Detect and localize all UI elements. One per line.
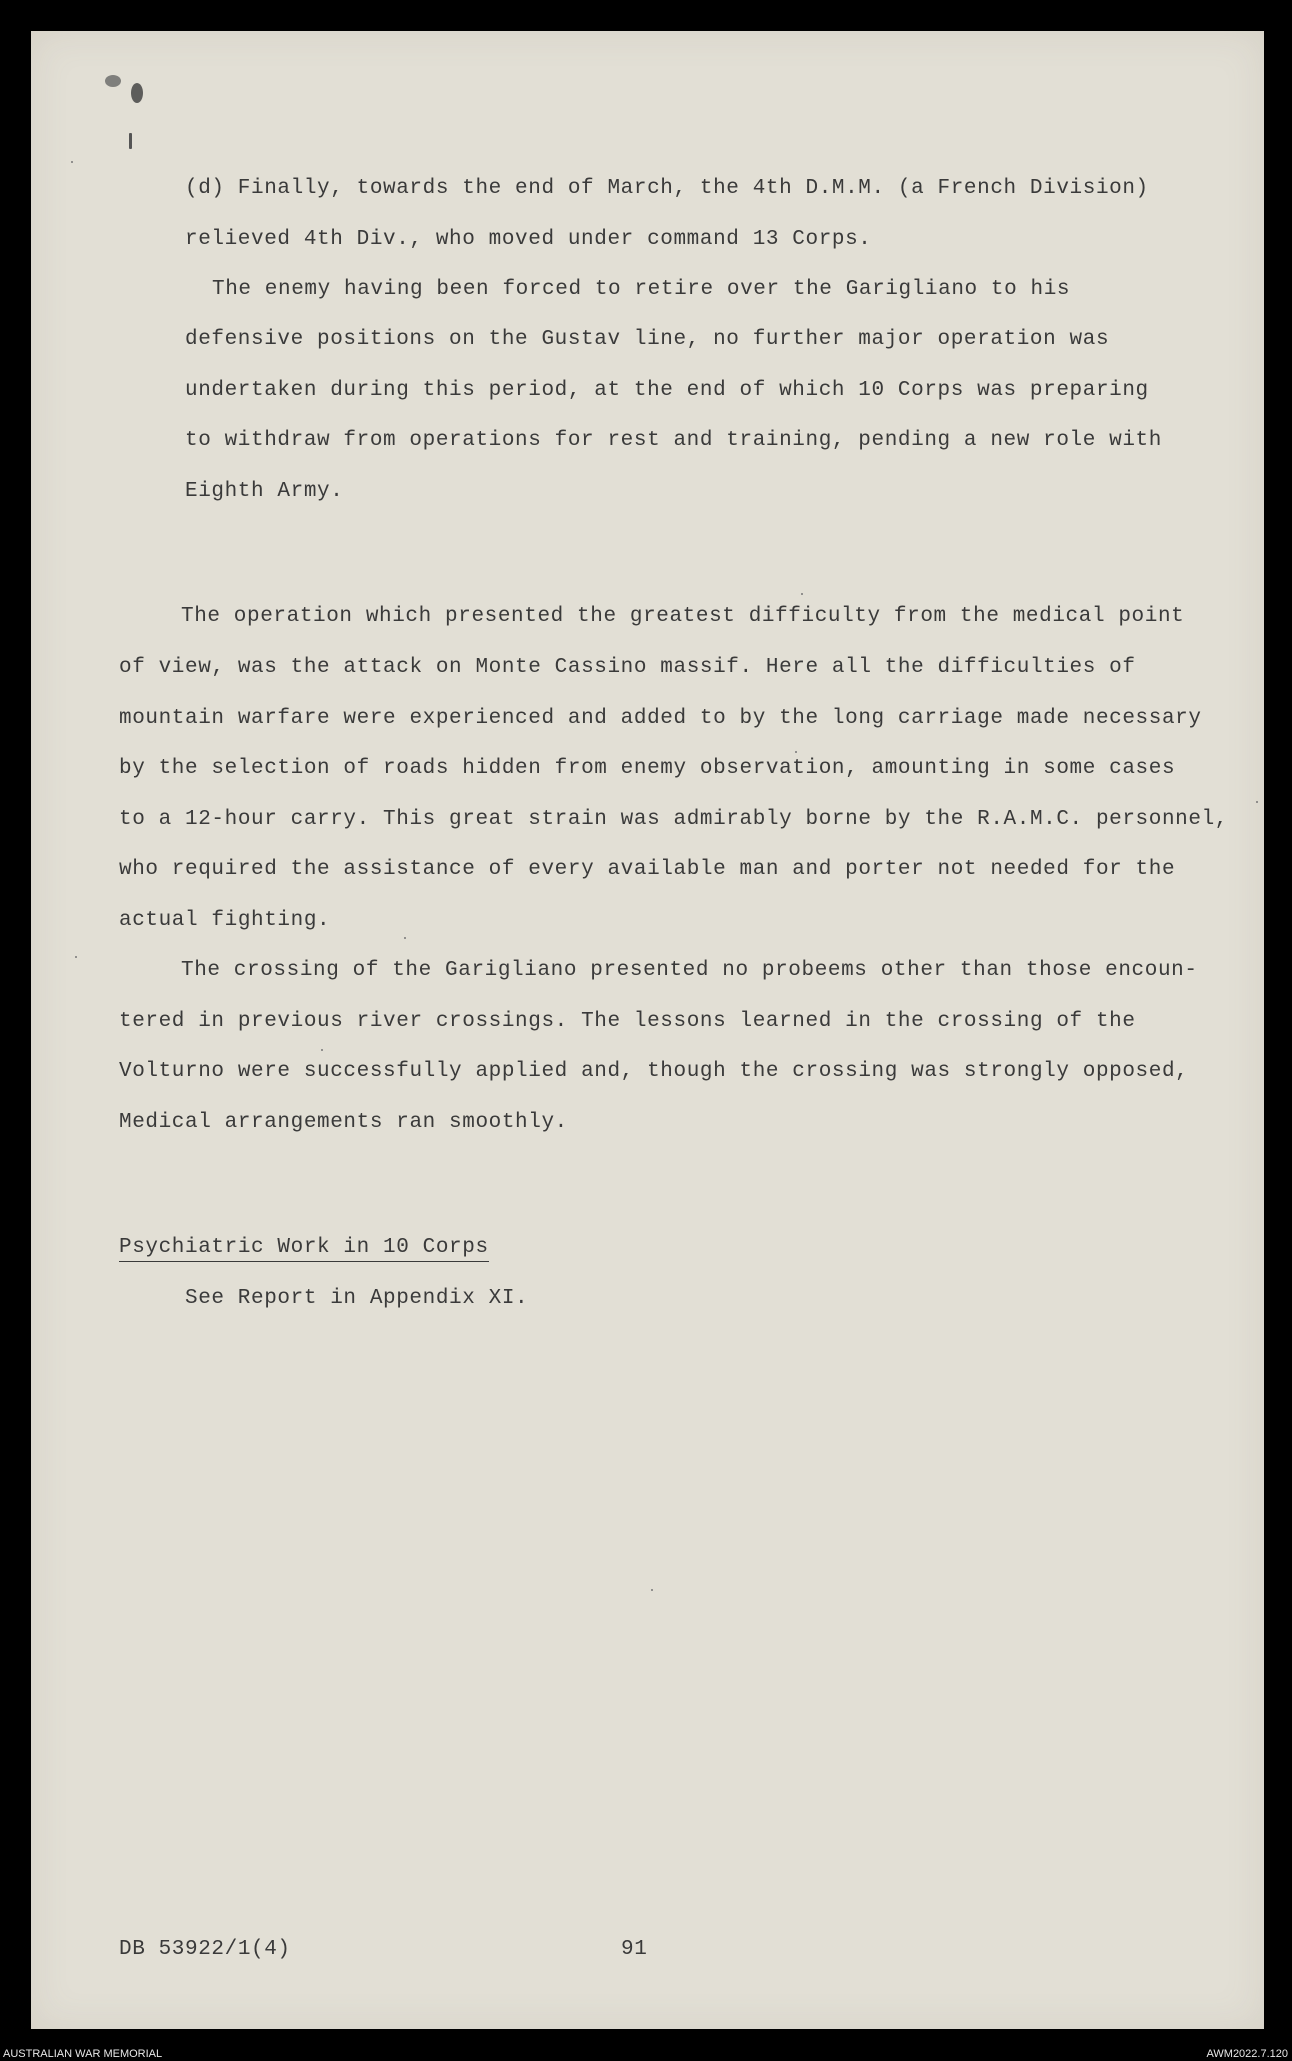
- paper-speck: [321, 1049, 323, 1051]
- archive-footer: [0, 2047, 1292, 2061]
- page-number: 91: [621, 1938, 648, 1961]
- archive-name: AUSTRALIAN WAR MEMORIAL: [3, 2048, 163, 2060]
- paper-speck: [1256, 801, 1258, 803]
- text-line: actual fighting.: [119, 909, 331, 932]
- text-line: The operation which presented the greatest difficulty from the medical point: [181, 605, 1185, 628]
- document-reference: DB 53922/1(4): [119, 1938, 291, 1961]
- archive-id: AWM2022.7.120: [1206, 2048, 1288, 2060]
- paper-blemish: [129, 133, 132, 149]
- text-line: tered in previous river crossings. The lessons learned in the crossing of the: [119, 1010, 1136, 1033]
- text-line: The enemy having been forced to retire over the Garigliano to his: [212, 278, 1071, 301]
- paper-speck: [404, 937, 406, 939]
- text-line: The crossing of the Garigliano presented no probeems other than those encoun-: [181, 959, 1198, 982]
- text-line: Volturno were successfully applied and, though the crossing was strongly opposed,: [119, 1060, 1189, 1083]
- text-line: (d) Finally, towards the end of March, the 4th D.M.M. (a French Division): [185, 177, 1149, 200]
- section-heading: Psychiatric Work in 10 Corps: [119, 1236, 489, 1262]
- text-line: relieved 4th Div., who moved under command 13 Corps.: [185, 228, 872, 251]
- text-line: to withdraw from operations for rest and training, pending a new role with: [185, 429, 1162, 452]
- paper-speck: [71, 161, 73, 163]
- text-line: mountain warfare were experienced and added to by the long carriage made necessary: [119, 707, 1202, 730]
- paper-speck: [651, 1589, 653, 1591]
- text-line: defensive positions on the Gustav line, no further major operation was: [185, 328, 1110, 351]
- text-line: by the selection of roads hidden from enemy observation, amounting in some cases: [119, 757, 1176, 780]
- appendix-reference: See Report in Appendix XI.: [185, 1287, 529, 1310]
- text-line: to a 12-hour carry. This great strain was admirably borne by the R.A.M.C. personnel,: [119, 808, 1228, 831]
- text-line: Eighth Army.: [185, 480, 344, 503]
- paper-speck: [75, 956, 77, 958]
- paper-speck: [795, 751, 797, 753]
- text-line: Medical arrangements ran smoothly.: [119, 1111, 568, 1134]
- paper-blemish: [105, 75, 121, 87]
- text-line: undertaken during this period, at the end of which 10 Corps was preparing: [185, 379, 1149, 402]
- paper-speck: [801, 593, 803, 595]
- paper-blemish: [131, 83, 143, 103]
- document-page: [31, 31, 1264, 2029]
- text-line: who required the assistance of every available man and porter not needed for the: [119, 858, 1176, 881]
- text-line: of view, was the attack on Monte Cassino massif. Here all the difficulties of: [119, 656, 1136, 679]
